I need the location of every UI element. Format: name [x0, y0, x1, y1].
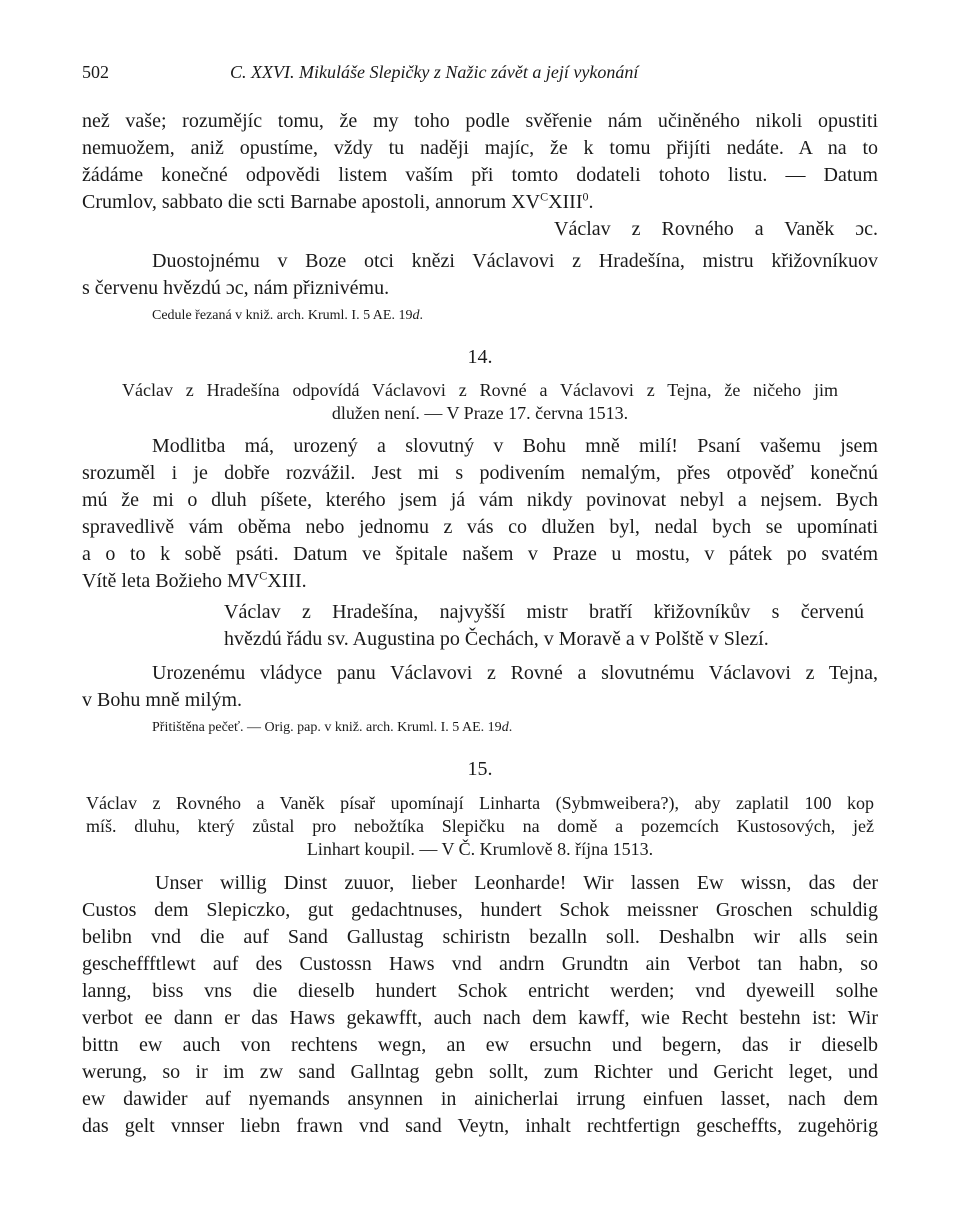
text-line: než vaše; rozumějíc tomu, že my toho podle svěřenie nám učiněného nikoli opustiti: [82, 110, 878, 132]
text-line: Crumlov, sabbato die scti Barnabe apostoli, annorum $XV^CXIII^0$.: [82, 189, 594, 213]
doc14-number: 14.: [467, 346, 493, 368]
intro-signature: Václav z Rovného a Vaněk ɔc.: [554, 218, 878, 240]
intro-address: Duostojnému v Boze otci knězi Václavovi z Hradešína, mistru křižovníkuov: [152, 250, 878, 272]
page-number: 502: [82, 62, 109, 82]
page-header: [82, 62, 878, 86]
text-line: žádáme konečné odpovědi listem vaším při tomto dodateli tohoto listu. — Datum: [82, 164, 878, 186]
doc14-source-note: Přitištěna pečeť. — Orig. pap. v kniž. arch. Kruml. I. 5 AE. 19d.: [152, 720, 513, 735]
doc14-regest: Václav z Hradešína odpovídá Václavovi z Rovné a Václavovi z Tejna, že ničeho jim dlužen není. — V Praze 17. června 1513.: [122, 380, 838, 423]
intro-text: [82, 108, 878, 216]
doc14-address: Urozenému vládyce panu Václavovi z Rovné a slovutnému Václavovi z Tejna,: [152, 662, 878, 684]
doc15-regest: Václav z Rovného a Vaněk písař upomínají Linharta (Sybmweibera?), aby zaplatil 100 kop míš. dluhu, který zůstal pro nebožtíka Slepičku na domě a pozemcích Kustosových, jež Linhart koupil. — V Č. Krumlově 8. října 1513.: [86, 793, 874, 859]
running-title: C. XXVI. Mikuláše Slepičky z Nažic závět a její vykonání: [230, 62, 639, 82]
doc14-body-first: Modlitba má, urozený a slovutný v Bohu mně milí! Psaní vašemu jsem: [152, 435, 878, 457]
doc14-signature: Václav z Hradešína, najvyšší mistr bratří křižovníkův s červenú hvězdú řádu sv. Augustina po Čechách, v Moravě a v Polště v Slezí.: [224, 601, 864, 650]
doc14-body: srozuměl i je dobře rozvážil. Jest mi s podivením nemalým, přes otpověď konečnú mú že mi o dluh píšete, kterého jsem já vám nikdy povinovat nebyl a nejsem. Bych spravedlivě vám oběma nebo jednomu z vás co dlužen byl, nedal bych se upomínati a o to k sobě psáti. Datum ve špitale našem v Praze u mostu, v pátek po svatém Vítě leta Božieho $MV^CXIII$.: [82, 462, 878, 592]
intro-address-cont: s červenu hvězdú ɔc, nám přiznivému.: [82, 277, 390, 299]
doc15-body: Custos dem Slepiczko, gut gedachtnuses, hundert Schok meissner Groschen schuldig belibn vnd die auf Sand Gallustag schiristn bezalln soll. Deshalbn wir alls sein gescheffftlewt auf des Custossn Haws vnd andrn Grundtn ain Verbot tan habn, so lanng, biss vns die dieselb hundert Schok entricht werden; vnd dyeweill solhe verbot ee dann er das Haws gekawfft, auch nach dem kawff, wie Recht bestehn ist: Wir bittn ew auch von rechtens wegn, an ew ersuchn und begern, das ir dieselb werung, so ir im zw sand Gallntag gebn sollt, zum Richter und Gericht leget, und ew dawider auf nyemands ansynnen in ainicherlai irrung einfuen lasset, nach dem das gelt vnnser liebn frawn vnd sand Veytn, inhalt rechtfertign gescheffts, zugehörig: [82, 899, 878, 1137]
doc14-address-cont: v Bohu mně milým.: [82, 689, 242, 711]
intro-source-note: Cedule řezaná v kniž. arch. Kruml. I. 5 AE. 19d.: [152, 308, 423, 323]
doc15-body-first: Unser willig Dinst zuuor, lieber Leonharde! Wir lassen Ew wissn, das der: [155, 872, 878, 894]
text-line: nemuožem, aniž opustíme, vždy tu naději majíc, že k tomu přijíti nedáte. A na to: [82, 137, 878, 159]
doc15-number: 15.: [467, 758, 493, 780]
